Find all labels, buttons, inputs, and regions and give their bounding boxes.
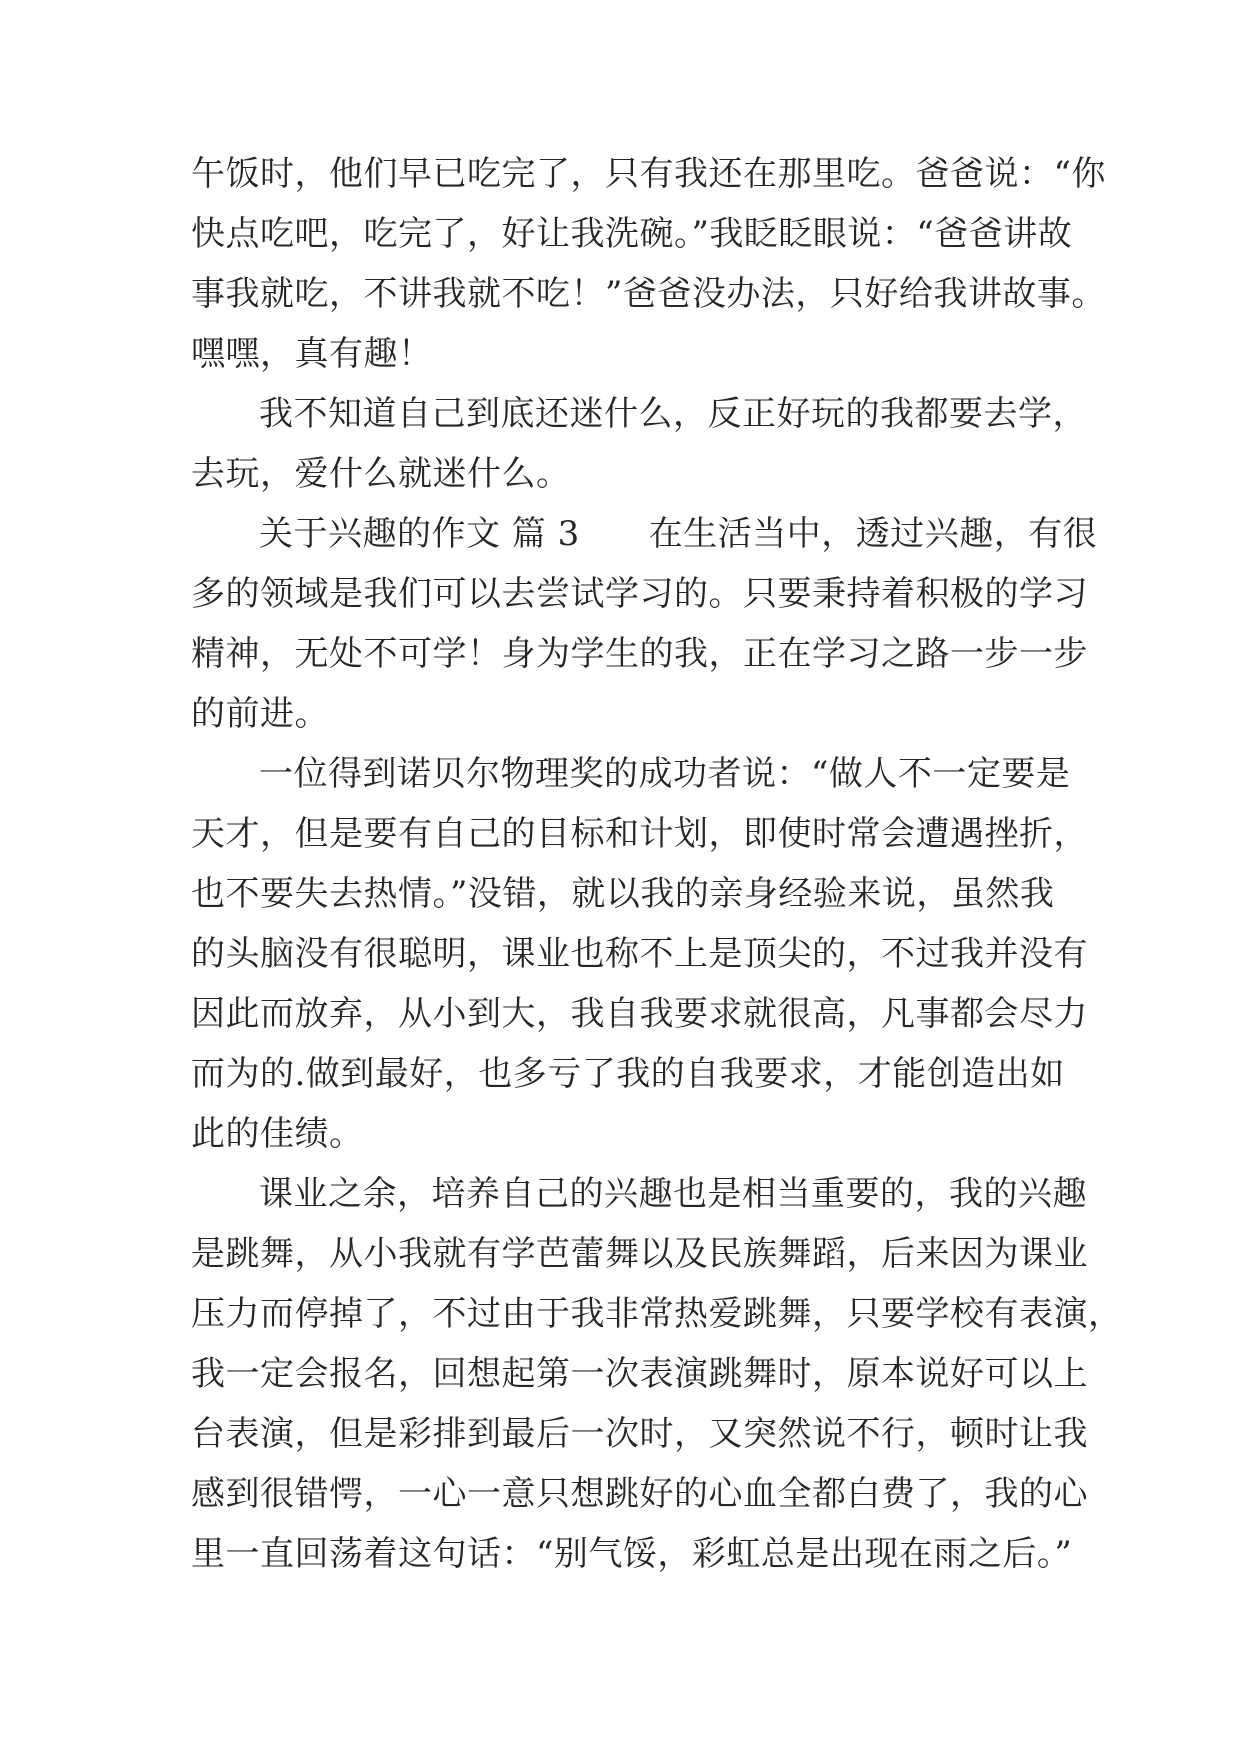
text-line: 精神，无处不可学！身为学生的我，正在学习之路一步一步	[191, 634, 1088, 674]
text-line: 而为的.做到最好，也多亏了我的自我要求，才能创造出如	[191, 1054, 1065, 1094]
text-line: 我一定会报名，回想起第一次表演跳舞时，原本说好可以上	[191, 1354, 1088, 1394]
text-line: 的前进。	[191, 694, 329, 734]
text-line: 午饭时，他们早已吃完了，只有我还在那里吃。爸爸说：“你	[191, 154, 1106, 194]
text-line: 一位得到诺贝尔物理奖的成功者说：“做人不一定要是	[259, 754, 1071, 794]
section-heading-line: 关于兴趣的作文 篇 3 在生活当中，透过兴趣，有很	[259, 514, 1098, 554]
essay-body	[191, 144, 1123, 1584]
text-line: 是跳舞，从小我就有学芭蕾舞以及民族舞蹈，后来因为课业	[191, 1234, 1088, 1274]
text-line: 感到很错愕，一心一意只想跳好的心血全都白费了，我的心	[191, 1474, 1088, 1514]
text-line: 嘿嘿，真有趣！	[191, 334, 433, 374]
text-line: 因此而放弃，从小到大，我自我要求就很高，凡事都会尽力	[191, 994, 1088, 1034]
text-line: 事我就吃，不讲我就不吃！”爸爸没办法，只好给我讲故事。	[191, 274, 1106, 314]
text-line: 也不要失去热情。”没错，就以我的亲身经验来说，虽然我	[191, 874, 1055, 914]
text-line: 去玩，爱什么就迷什么。	[191, 454, 571, 494]
text-line: 课业之余，培养自己的兴趣也是相当重要的，我的兴趣	[259, 1174, 1087, 1214]
text-line: 多的领域是我们可以去尝试学习的。只要秉持着积极的学习	[191, 574, 1088, 614]
text-line: 快点吃吧，吃完了，好让我洗碗。”我眨眨眼说：“爸爸讲故	[191, 214, 1073, 254]
text-line: 此的佳绩。	[191, 1114, 364, 1154]
text-line: 我不知道自己到底还迷什么，反正好玩的我都要去学，	[259, 394, 1087, 434]
text-line: 里一直回荡着这句话：“别气馁，彩虹总是出现在雨之后。”	[191, 1534, 1073, 1574]
text-line: 天才，但是要有自己的目标和计划，即使时常会遭遇挫折，	[191, 814, 1088, 854]
text-line: 压力而停掉了，不过由于我非常热爱跳舞，只要学校有表演，	[191, 1294, 1123, 1334]
text-line: 台表演，但是彩排到最后一次时，又突然说不行，顿时让我	[191, 1414, 1088, 1454]
text-line: 的头脑没有很聪明，课业也称不上是顶尖的，不过我并没有	[191, 934, 1088, 974]
